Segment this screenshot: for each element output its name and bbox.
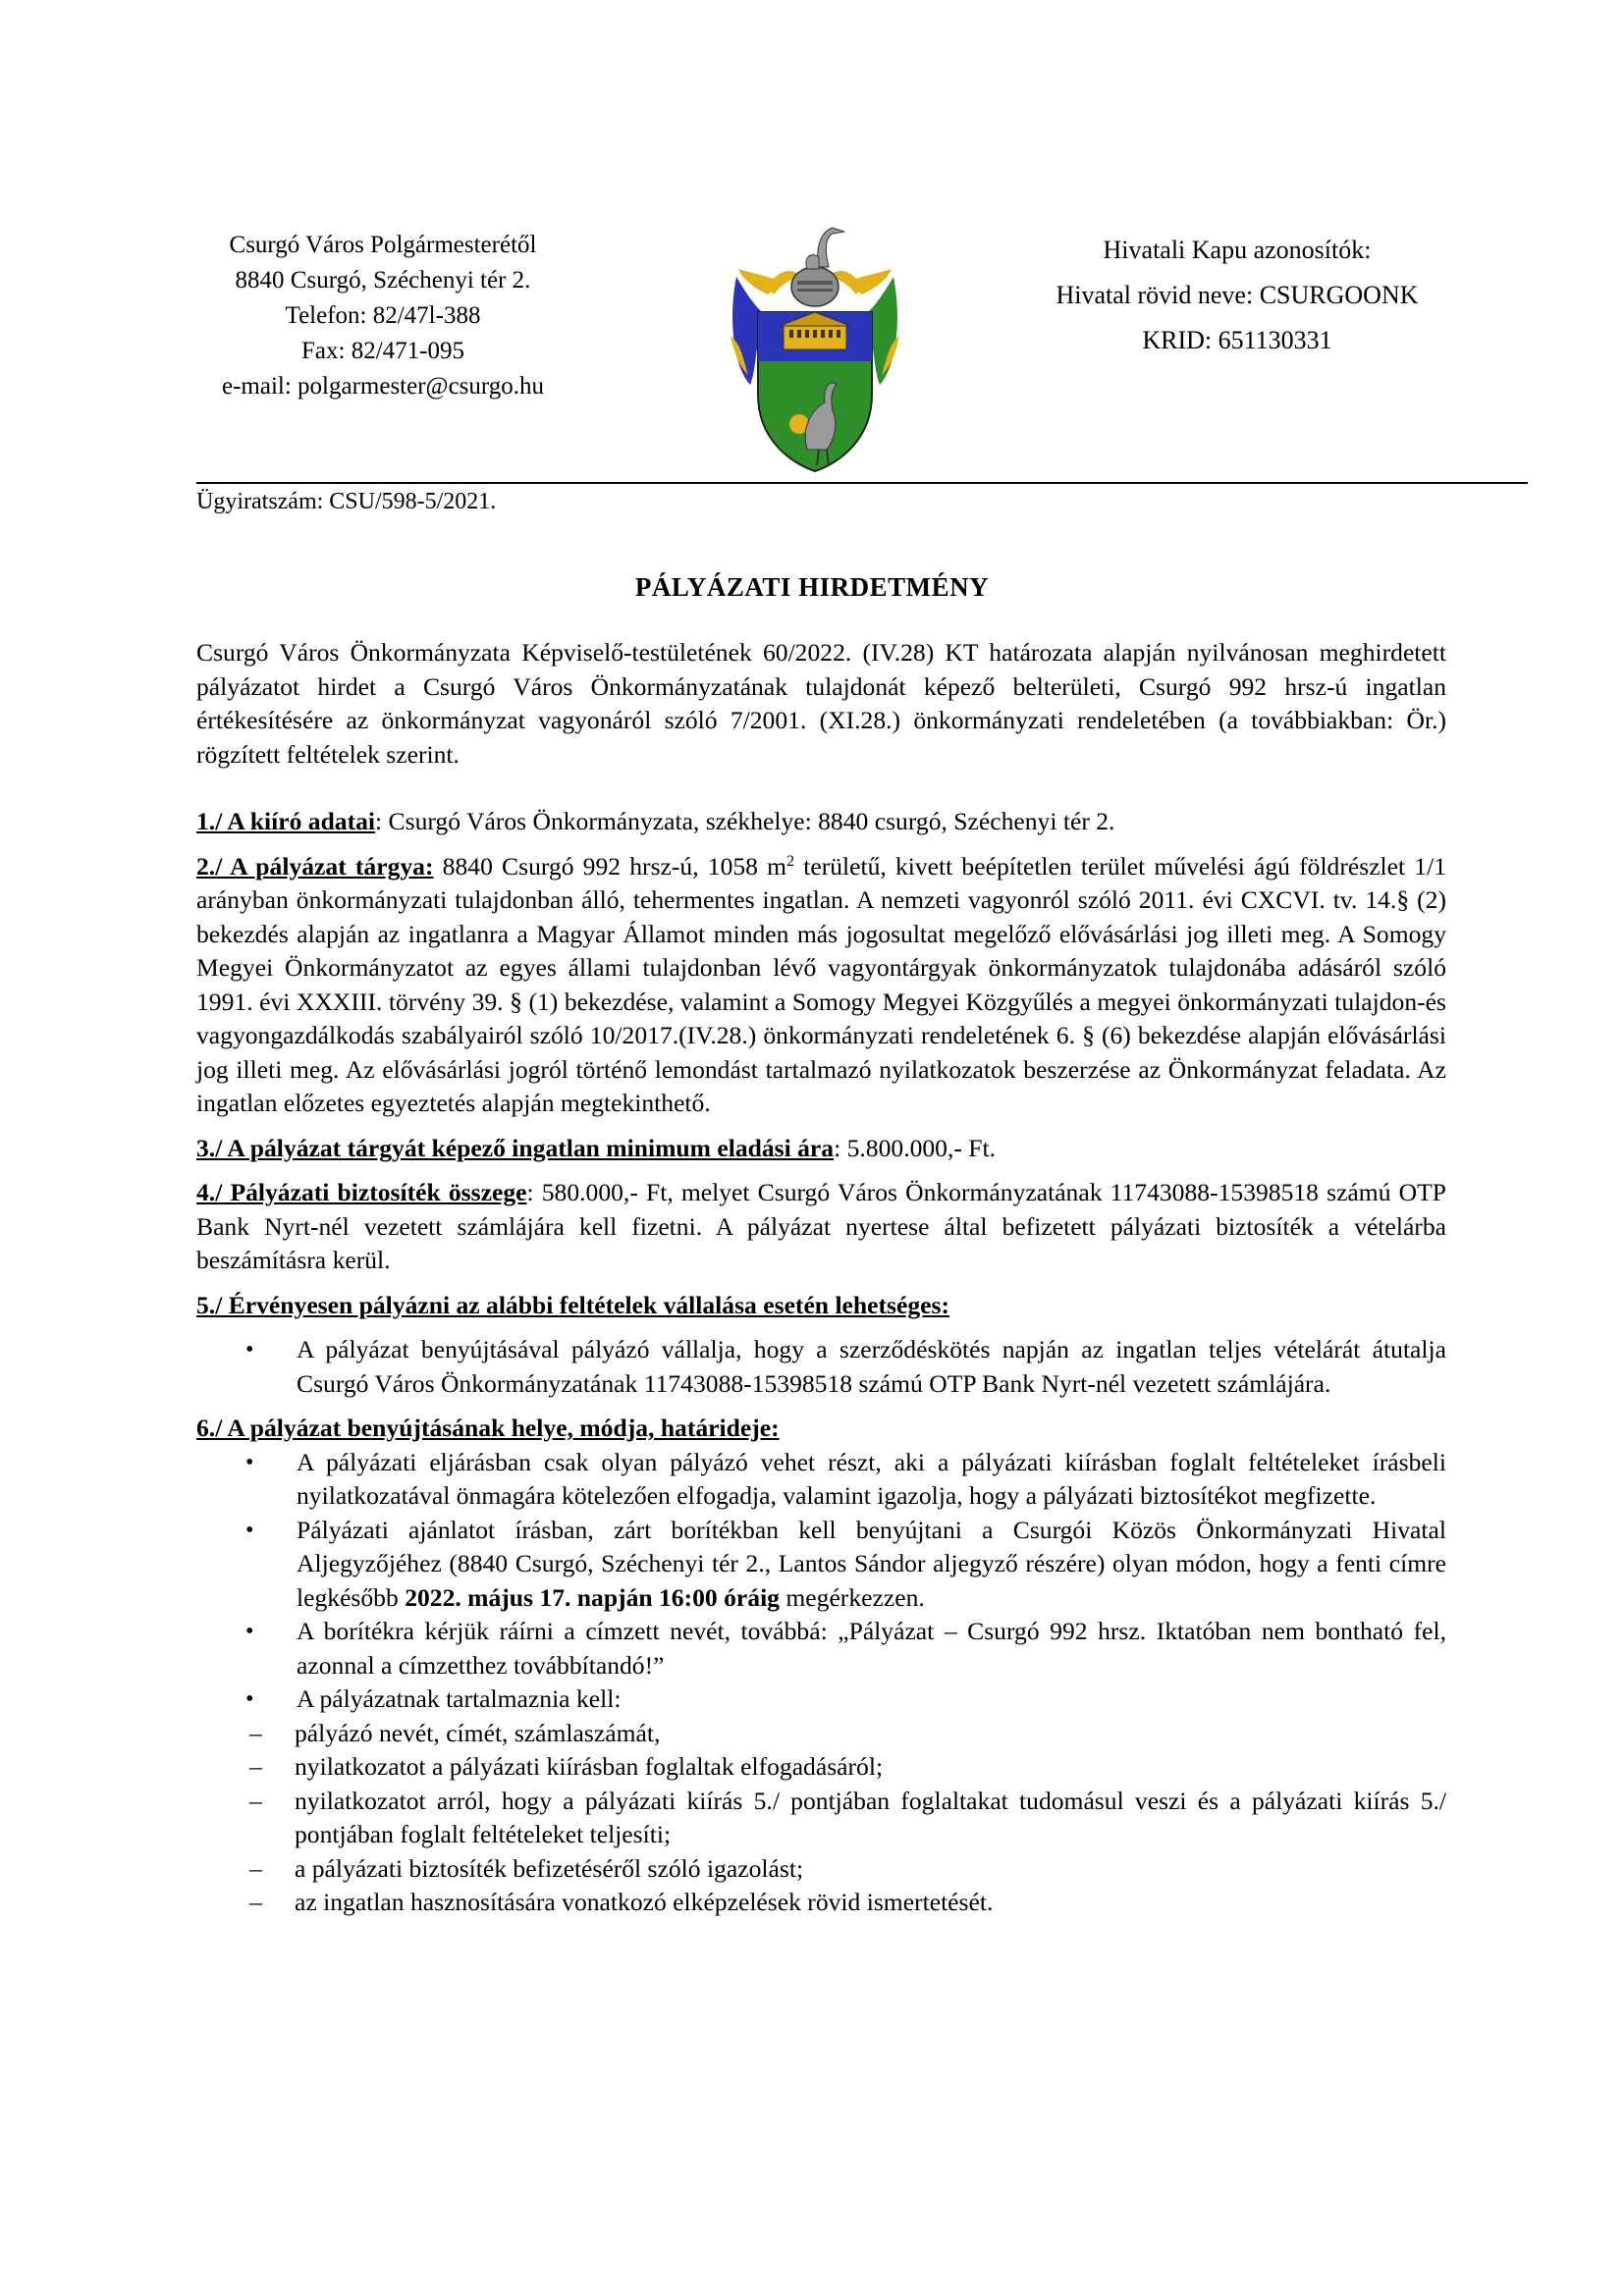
section-2-text-a: 8840 Csurgó 992 hrsz-ú, 1058 m	[433, 851, 787, 881]
section-4-text: : 580.000,- Ft, melyet Csurgó Város Önkormányzatának 11743088-15398518 számú OTP Bank Nyrt-nél vezetett számlájára kell fizetni. A pályázat nyertese által befizetett pályázati biztosíték a vételárba beszámításra kerül.	[196, 1178, 1446, 1274]
section-3	[196, 1132, 1446, 1166]
section-3-heading: 3./ A pályázat tárgyát képező ingatlan minimum eladási ára	[196, 1133, 835, 1162]
section-1-text: : Csurgó Város Önkormányzata, székhelye: 8840 csurgó, Széchenyi tér 2.	[375, 807, 1115, 835]
bullet-icon: •	[245, 1337, 254, 1362]
document-body	[196, 636, 1446, 1920]
section-5-list	[196, 1333, 1446, 1401]
sender-name: Csurgó Város Polgármesterétől	[229, 232, 537, 258]
document-title: PÁLYÁZATI HIRDETMÉNY	[634, 572, 990, 602]
section-5-heading-line	[196, 1289, 1446, 1323]
section-4	[196, 1176, 1446, 1278]
section-5-heading: 5./ Érvényesen pályázni az alábbi feltételek vállalása esetén lehetséges:	[196, 1290, 949, 1319]
dash-icon: –	[249, 1718, 262, 1747]
dash-icon: –	[249, 1853, 262, 1883]
section-3-text: : 5.800.000,- Ft.	[834, 1133, 997, 1162]
hivatali-kapu-title: Hivatali Kapu azonosítók:	[1103, 236, 1372, 264]
section-6-list	[196, 1446, 1446, 1920]
deadline: 2022. május 17. napján 16:00 óráig	[405, 1582, 780, 1612]
sender-email: e-mail: polgarmester@csurgo.hu	[221, 373, 545, 400]
superscript-2: 2	[786, 852, 795, 870]
sub-list-item: – pályázó nevét, címét, számlaszámát,	[249, 1717, 1446, 1751]
section-4-heading: 4./ Pályázati biztosíték összege	[196, 1178, 527, 1206]
sender-address: 8840 Csurgó, Széchenyi tér 2.	[235, 267, 531, 294]
bullet-icon: •	[245, 1517, 254, 1543]
file-number: Ügyiratszám: CSU/598-5/2021.	[196, 489, 497, 514]
sub-list-item: – nyilatkozatot arról, hogy a pályázati kiírás 5./ pontjában foglaltakat tudomásul veszi és a pályázati kiírás 5./ pontjában foglalt feltételeket teljesíti;	[249, 1786, 1446, 1848]
dash-icon: –	[249, 1786, 262, 1815]
section-1-heading: 1./ A kiíró adatai	[196, 807, 376, 835]
section-6-heading-line	[196, 1412, 1446, 1446]
section-2-text-b: területű, kivett beépítetlen terület művelési ágú földrészlet 1/1 arányban önkormányzati tulajdonban álló, tehermentes ingatlan. A nemzeti vagyonról szóló 2011. évi CXCVI. tv. 14.§ (2) bekezdés alapján az ingatlanra a Magyar Államot minden más jogosultat megelőző elővásárlási jog illeti meg. A Somogy Megyei Önkormányzatot az egyes állami tulajdonban lévő vagyontárgyak önkormányzatok tulajdonába adásáról szóló 1991. évi XXXIII. törvény 39. § (1) bekezdése, valamint a Somogy Megyei Közgyűlés a megyei önkormányzati tulajdon-és vagyongazdálkodás szabályairól szóló 10/2017.(IV.28.) önkormányzati rendeletének 6. § (6) bekezdése alapján elővásárlási jog illeti meg. Az elővásárlási jogról történő lemondást tartalmazó nyilatkozatok beszerzése az Önkormányzat feladata. Az ingatlan előzetes egyeztetés alapján megtekinthető.	[196, 851, 1447, 1117]
bullet-icon: •	[245, 1449, 254, 1475]
sender-phone: Telefon: 82/47l-388	[285, 302, 481, 329]
list-item: • Pályázati ajánlatot írásban, zárt borítékban kell benyújtani a Csurgói Közös Önkormányzati Hivatal Aljegyzőjéhez (8840 Csurgó, Széchenyi tér 2., Lantos Sándor aljegyző részére) olyan módon, hogy a fenti címre legkésőbb 2022. május 17. napján 16:00 óráig megérkezzen.	[245, 1515, 1446, 1612]
sub-list-item: – nyilatkozatot a pályázati kiírásban foglaltak elfogadásáról;	[249, 1750, 1446, 1785]
bullet-icon: •	[245, 1686, 254, 1712]
sub-list-item: – az ingatlan hasznosítására vonatkozó elképzelések rövid ismertetését.	[249, 1886, 1446, 1920]
hivatal-short-name: Hivatal rövid neve: CSURGOONK	[1056, 281, 1419, 309]
list-item: • A pályázatnak tartalmaznia kell: – pályázó nevét, címét, számlaszámát, – nyilatkozatot a pályázati kiírásban foglaltak elfogadásáról; – nyilatkozatot arról, hogy a pályázati kiírás 5./ pontjában foglaltakat tudomásul veszi és a pályázati kiírás 5./ pontjában foglalt feltételeket teljesíti; – a pályázati biztosíték befizetéséről szóló igazolást; – az ingatlan hasznosítására vonatkozó elképzelések rövid ismertetését.	[196, 1682, 1446, 1920]
section-2-heading: 2./ A pályázat tárgya:	[196, 851, 434, 881]
section-6-heading: 6./ A pályázat benyújtásának helye, módja, határideje:	[196, 1414, 780, 1442]
sub-list-item: – a pályázati biztosíték befizetéséről szóló igazolást;	[249, 1852, 1446, 1887]
bullet-icon: •	[245, 1619, 254, 1644]
hivatali-kapu-block	[1001, 228, 1473, 363]
section-1	[196, 805, 1446, 839]
coat-of-arms-icon	[729, 218, 901, 475]
required-contents	[249, 1717, 1446, 1920]
krid: KRID: 651130331	[1142, 326, 1332, 354]
sender-address-block	[187, 228, 579, 404]
list-item: • A pályázati eljárásban csak olyan pályázó vehet részt, aki a pályázati kiírásban foglalt feltételeket írásbeli nyilatkozatával önmagára kötelezően elfogadja, valamint igazolja, hogy a pályázati biztosítékot megfizette.	[245, 1447, 1446, 1510]
list-item: • A pályázat benyújtásával pályázó vállalja, hogy a szerződéskötés napján az ingatlan teljes vételárát átutalja Csurgó Város Önkormányzatának 11743088-15398518 számú OTP Bank Nyrt-nél vezetett számlájára.	[245, 1335, 1446, 1398]
dash-icon: –	[249, 1752, 262, 1781]
section-2	[196, 850, 1446, 1121]
header-divider	[196, 482, 1528, 484]
list-item: • A borítékra kérjük ráírni a címzett nevét, továbbá: „Pályázat – Csurgó 992 hrsz. Iktatóban nem bontható fel, azonnal a címzetthez továbbítandó!”	[245, 1617, 1446, 1680]
dash-icon: –	[249, 1888, 262, 1916]
sender-fax: Fax: 82/471-095	[301, 338, 464, 364]
intro-paragraph: Csurgó Város Önkormányzata Képviselő-testületének 60/2022. (IV.28) KT határozata alapján nyilvánosan meghirdetett pályázatot hirdet a Csurgó Város Önkormányzatának tulajdonát képező belterületi, Csurgó 992 hrsz-ú ingatlan értékesítésére az önkormányzat vagyonáról szóló 7/2001. (XI.28.) önkormányzati rendeletében (a továbbiakban: Ör.) rögzített feltételek szerint.	[196, 638, 1446, 769]
